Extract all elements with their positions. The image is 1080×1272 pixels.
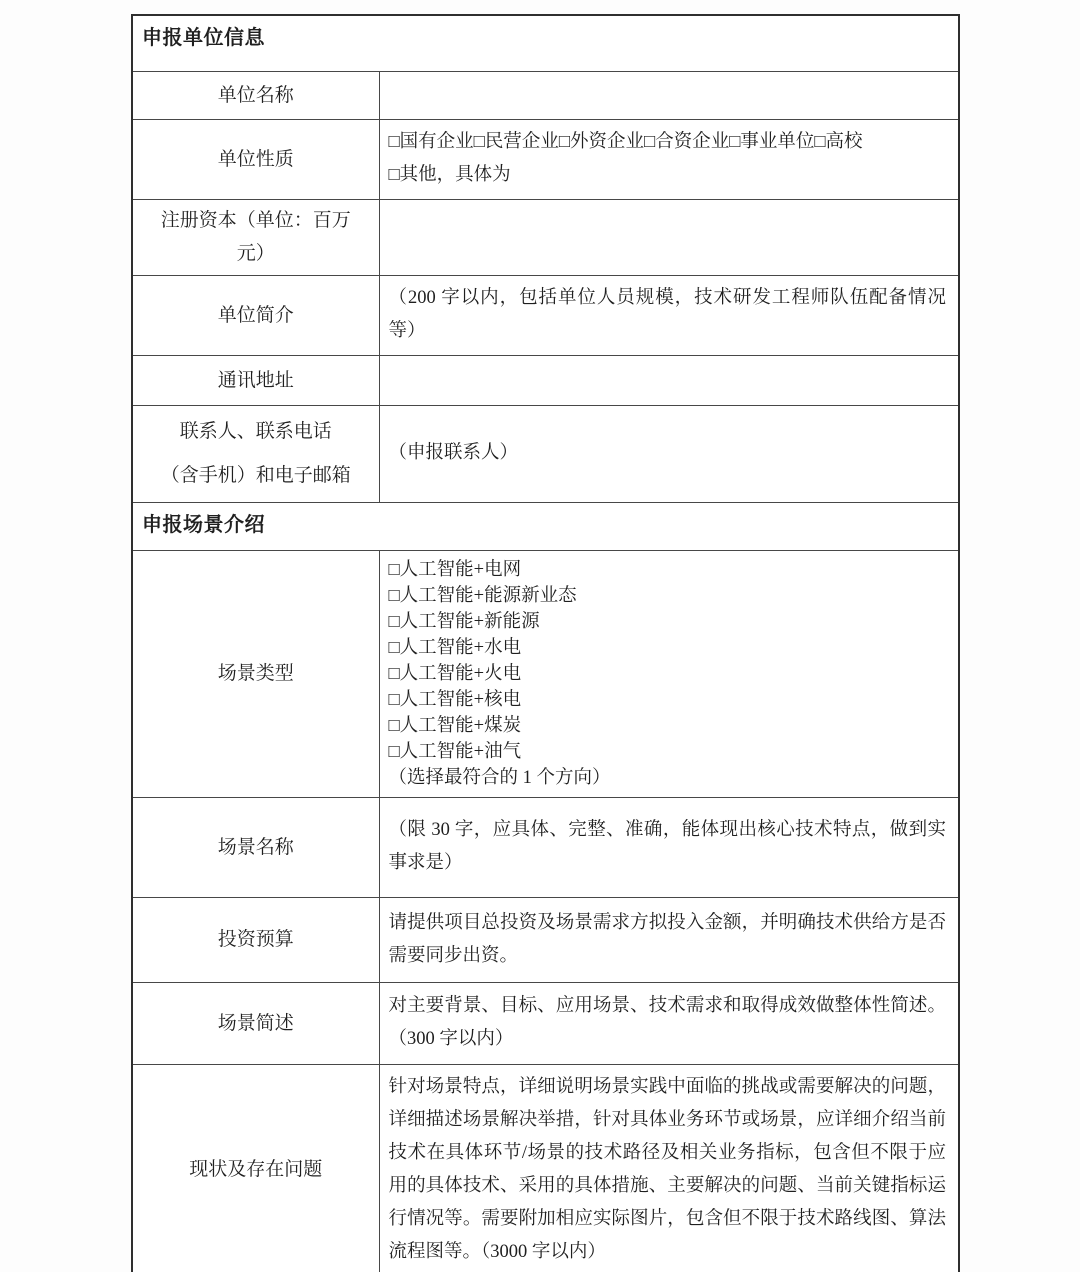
- field-value-cell: [379, 119, 959, 199]
- field-label: 场景简述: [217, 1012, 294, 1034]
- field-label: 现状及存在问题: [189, 1159, 323, 1180]
- field-label-cell: [132, 355, 379, 405]
- field-value-cell: [379, 199, 959, 275]
- checkbox-option: □人工智能+能源新业态: [388, 585, 577, 606]
- field-label-cell: [132, 1064, 379, 1272]
- checkbox-option: □人工智能+新能源: [388, 611, 540, 632]
- table-row: [132, 982, 959, 1064]
- checkbox-option: □人工智能+火电: [388, 663, 522, 684]
- field-value-cell: [379, 275, 959, 355]
- section-header-cell: [132, 15, 959, 71]
- table-row: [132, 355, 959, 405]
- table-row: [132, 275, 959, 355]
- field-label-cell: [132, 982, 379, 1064]
- field-label: 注册资本（单位：百万: [160, 210, 351, 231]
- field-label: 投资预算: [217, 929, 294, 950]
- field-value-cell: [379, 71, 959, 119]
- field-label: 元）: [236, 243, 275, 264]
- application-form-table: [131, 14, 960, 1272]
- table-row: [132, 405, 959, 502]
- checkbox-option: □人工智能+水电: [388, 637, 522, 658]
- field-label: 联系人、联系电话: [179, 420, 332, 442]
- form-table-body: [132, 15, 959, 1272]
- table-row: [132, 71, 959, 119]
- checkbox-option: □国有企业□民营企业□外资企业□合资企业□事业单位□高校: [388, 132, 863, 152]
- checkbox-option: □人工智能+煤炭: [388, 715, 522, 736]
- field-label-cell: [132, 550, 379, 797]
- field-value-text: （限 30 字，应具体、完整、准确，能体现出核心技术特点，做到实事求是）: [388, 820, 946, 873]
- field-value-text: 请提供项目总投资及场景需求方拟投入金额，并明确技术供给方是否需要同步出资。: [388, 912, 946, 966]
- field-value-cell: [379, 550, 959, 797]
- section-title: 申报场景介绍: [142, 513, 265, 536]
- section-title: 申报单位信息: [142, 27, 265, 49]
- field-label: 场景类型: [217, 663, 294, 684]
- field-value-text: 针对场景特点，详细说明场景实践中面临的挑战或需要解决的问题，详细描述场景解决举措，针对具体业务环节或场景，应详细介绍当前技术在具体环节/场景的技术路径及相关业务指标，包含但不限于应用的具体技术、采用的具体措施、主要解决的问题、当前关键指标运行情况等。需要附加相应实际图片，包含但不限于技术路线图、算法流程图等。（3000 字以内）: [388, 1076, 946, 1262]
- field-value-cell: [379, 405, 959, 502]
- table-row: [132, 897, 959, 982]
- table-row: [132, 199, 959, 275]
- checkbox-option: □人工智能+油气: [388, 741, 522, 762]
- field-label: 场景名称: [217, 836, 294, 858]
- checkbox-option: □人工智能+核电: [388, 689, 522, 710]
- section-row: [132, 15, 959, 71]
- field-label-cell: [132, 897, 379, 982]
- field-value-cell: [379, 897, 959, 982]
- field-value-cell: [379, 982, 959, 1064]
- table-row: [132, 797, 959, 897]
- field-value-cell: [379, 797, 959, 897]
- field-label-cell: [132, 199, 379, 275]
- field-label-cell: [132, 71, 379, 119]
- table-row: [132, 119, 959, 199]
- field-value-cell: [379, 1064, 959, 1272]
- checkbox-option: □人工智能+电网: [388, 559, 522, 580]
- section-header-cell: [132, 502, 959, 550]
- field-value-text: （选择最符合的 1 个方向）: [388, 767, 611, 788]
- field-label-cell: [132, 797, 379, 897]
- field-label-cell: [132, 405, 379, 502]
- field-label: 通讯地址: [217, 369, 294, 391]
- table-row: [132, 550, 959, 797]
- field-label-cell: [132, 119, 379, 199]
- table-row: [132, 1064, 959, 1272]
- field-value-cell: [379, 355, 959, 405]
- field-label: 单位简介: [217, 304, 294, 326]
- field-value-text: （申报联系人）: [388, 443, 519, 463]
- field-value-text: （200 字以内，包括单位人员规模，技术研发工程师队伍配备情况等）: [388, 288, 946, 341]
- field-label: 单位性质: [217, 148, 294, 170]
- field-label: （含手机）和电子邮箱: [160, 464, 351, 486]
- field-label-cell: [132, 275, 379, 355]
- field-label: 单位名称: [217, 84, 294, 106]
- section-row: [132, 502, 959, 550]
- field-value-text: 对主要背景、目标、应用场景、技术需求和取得成效做整体性简述。（300 字以内）: [388, 996, 946, 1049]
- checkbox-option: □其他，具体为: [388, 165, 511, 185]
